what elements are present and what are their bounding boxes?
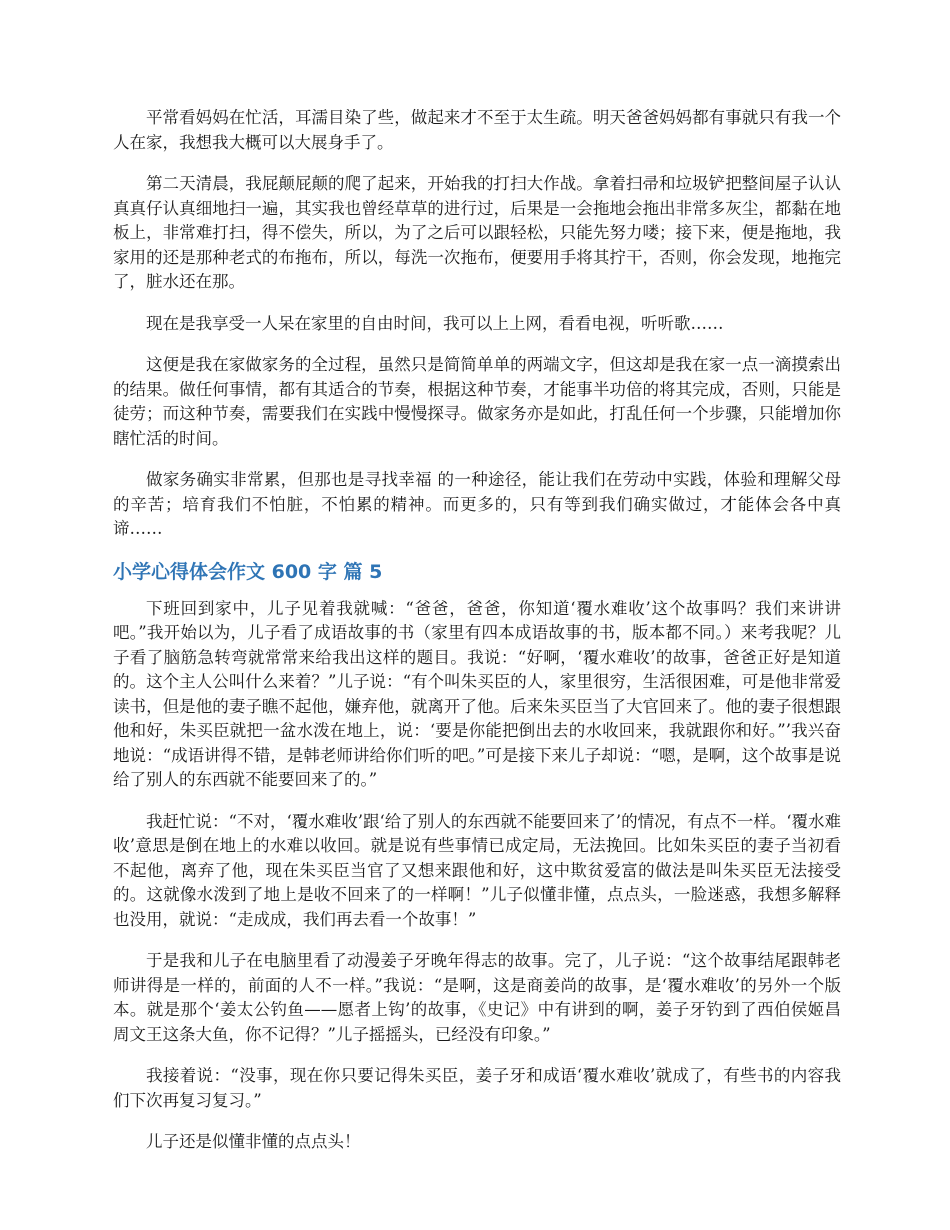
paragraph: 儿子还是似懂非懂的点点头！ <box>146 1132 361 1151</box>
paragraph: 我赶忙说：“不对，‘覆水难收’跟‘给了别人的东西就不能要回来了’的情况，有点不一样。‘覆水难收’意思是倒在地上的水难以收回。就是说有些事情已成定局，无法挽回。比如朱买臣的妻子当初看不起他，离弃了他，现在朱买臣当官了又想来跟他和好，这中欺贫爱富的做法是叫朱买臣无法接受的。这就像水泼到了地上是收不回来了的一样啊！”儿子似懂非懂，点点头，一脸迷惑，我想多解释也没用，就说：“走成成，我们再去看一个故事！” <box>113 811 841 929</box>
paragraph: 现在是我享受一人呆在家里的自由时间，我可以上上网，看看电视，听听歌…… <box>146 313 724 333</box>
paragraph: 于是我和儿子在电脑里看了动漫姜子牙晚年得志的故事。完了，儿子说：“这个故事结尾跟韩老师讲得是一样的，前面的人不一样。”我说：“是啊，这是商姜尚的故事，是‘覆水难收’的另外一个版本。就是那个‘姜太公钓鱼——愿者上钩’的故事，《史记》中有讲到的啊，姜子牙钓到了西伯侯姬昌周文王这条大鱼，你不记得？”儿子摇摇头，已经没有印象。” <box>113 951 841 1044</box>
paragraph: 这便是我在家做家务的全过程，虽然只是简简单单的两端文字，但这却是我在家一点一滴摸索出的结果。做任何事情，都有其适合的节奏，根据这种节奏，才能事半功倍的将其完成，否则，只能是徒劳；而这种节奏，需要我们在实践中慢慢探寻。做家务亦是如此，打乱任何一个步骤，只能增加你瞎忙活的时间。 <box>113 355 841 448</box>
paragraph: 平常看妈妈在忙活，耳濡目染了些，做起来才不至于太生疏。明天爸爸妈妈都有事就只有我一个人在家，我想我大概可以大展身手了。 <box>113 108 841 152</box>
document-page <box>113 106 841 1172</box>
section-heading: 小学心得体会作文 600 字 篇 5 <box>113 560 383 583</box>
paragraph: 我接着说：“没事，现在你只要记得朱买臣，姜子牙和成语‘覆水难收’就成了，有些书的内容我们下次再复习复习。” <box>113 1066 841 1110</box>
paragraph: 做家务确实非常累，但那也是寻找幸福 的一种途径，能让我们在劳动中实践，体验和理解父母的辛苦；培育我们不怕脏，不怕累的精神。而更多的，只有等到我们确实做过，才能体会各中真谛…… <box>113 470 841 538</box>
paragraph: 下班回到家中，儿子见着我就喊：“爸爸，爸爸，你知道‘覆水难收’这个故事吗？我们来讲讲吧。”我开始以为，儿子看了成语故事的书（家里有四本成语故事的书，版本都不同。）来考我呢？儿子看了脑筋急转弯就常常来给我出这样的题目。我说：“好啊，‘覆水难收’的故事，爸爸正好是知道的。这个主人公叫什么来着？”儿子说：“有个叫朱买臣的人，家里很穷，生活很困难，可是他非常爱读书，但是他的妻子瞧不起他，嫌弃他，就离开了他。后来朱买臣当了大官回来了。他的妻子很想跟他和好，朱买臣就把一盆水泼在地上，说：‘要是你能把倒出去的水收回来，我就跟你和好。”’我兴奋地说：“成语讲得不错，是韩老师讲给你们听的吧。”可是接下来儿子却说：“嗯，是啊，这个故事是说给了别人的东西就不能要回来了的。” <box>113 598 841 789</box>
paragraph: 第二天清晨，我屁颠屁颠的爬了起来，开始我的打扫大作战。拿着扫帚和垃圾铲把整间屋子认认真真仔认真细地扫一遍，其实我也曾经草草的进行过，后果是一会拖地会拖出非常多灰尘，都黏在地板上，非常难打扫，得不偿失，所以，为了之后可以跟轻松，只能先努力喽；接下来，便是拖地，我家用的还是那种老式的布拖布，所以，每洗一次拖布，便要用手将其拧干，否则，你会发现，地拖完了，脏水还在那。 <box>113 174 841 291</box>
